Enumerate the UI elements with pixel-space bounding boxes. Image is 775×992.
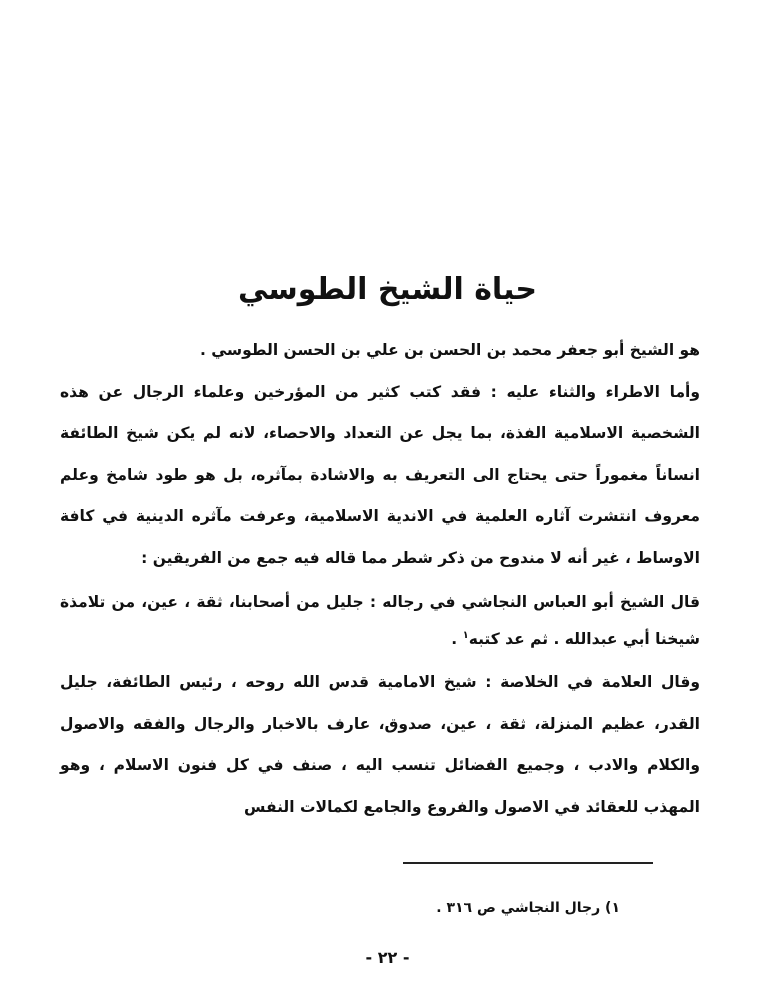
- najashi-quote-paragraph: [60, 585, 700, 656]
- najashi-quote-text: قال الشيخ أبو العباس النجاشي في رجاله : جليل من أصحابنا، ثقة ، عين، من تلامذة شيخنا أبي عبدالله . ثم عد كتبه: [60, 593, 700, 649]
- intro-paragraph: هو الشيخ أبو جعفر محمد بن الحسن بن علي بن الحسن الطوسي .: [199, 341, 700, 359]
- footnote: ١) رجال النجاشي ص ٣١٦ .: [436, 900, 620, 916]
- footnote-reference: ١: [462, 630, 469, 641]
- praise-paragraph: وأما الاطراء والثناء عليه : فقد كتب كثير من المؤرخين وعلماء الرجال عن هذه الشخصية الاسلامية الفذة، بما يجل عن التعداد والاحصاء، لانه لم يكن شيخ الطائفة انساناً مغموراً حتى يحتاج الى التعريف به والاشادة بمآثره، بل هو طود شامخ وعلم معروف انتشرت آثاره العلمية في الاندية الاسلامية، وعرفت مآثره الدينية في كافة الاوساط ، غير أنه لا مندوح من ذكر شطر مما قاله فيه جمع من الفريقين :: [60, 382, 700, 567]
- body-text: [60, 330, 700, 828]
- footnote-divider: [403, 862, 653, 864]
- najashi-quote-end: .: [451, 630, 463, 649]
- page-number: - ٢٢ -: [365, 948, 410, 967]
- allama-quote-paragraph: وقال العلامة في الخلاصة : شيخ الامامية قدس الله روحه ، رئيس الطائفة، جليل القدر، عظيم المنزلة، ثقة ، عين، صدوق، عارف بالاخبار والرجال والفقه والاصول والكلام والادب ، وجميع الفضائل تنسب اليه ، صنف في كل فنون الاسلام ، وهو المهذب للعقائد في الاصول والفروع والجامع لكمالات النفس: [60, 673, 700, 816]
- chapter-title: حياة الشيخ الطوسي: [237, 272, 538, 308]
